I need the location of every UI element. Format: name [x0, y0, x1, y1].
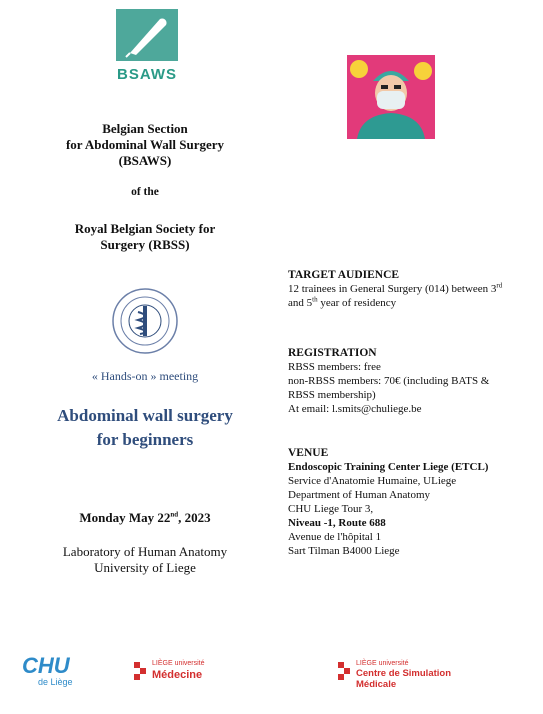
course-title-line-2: for beginners: [96, 430, 194, 449]
target-line-2: [288, 296, 528, 310]
venue-bold-line: Endoscopic Training Center Liege (ETCL): [288, 461, 489, 473]
registration-title: REGISTRATION: [288, 347, 377, 359]
med-logo-main: Médecine: [152, 669, 203, 681]
target-line-2-post: year of residency: [317, 297, 397, 309]
target-audience-section: [288, 268, 528, 310]
registration-section: [288, 346, 528, 416]
venue-line-2: Department of Human Anatomy: [288, 489, 431, 501]
section-heading: [20, 121, 270, 169]
rbss-crest-logo: [110, 286, 180, 356]
rbss-heading: [20, 221, 270, 253]
date-sup: nd: [170, 510, 179, 519]
bsaws-logo: [116, 9, 178, 61]
event-location: [20, 544, 270, 576]
uliege-mark-icon: [134, 662, 148, 684]
surgeon-illustration: [347, 55, 435, 139]
course-title: [20, 404, 270, 452]
sim-logo-line-1: Centre de Simulation: [356, 668, 452, 679]
sim-logo-line-2: Médicale: [356, 679, 397, 690]
bsaws-logo-text: BSAWS: [116, 66, 177, 83]
date-suffix: , 2023: [178, 510, 211, 525]
venue-section: [288, 446, 528, 558]
uliege-mark-icon: [338, 662, 352, 684]
section-line-1: Belgian Section: [102, 121, 188, 136]
location-line-1: Laboratory of Human Anatomy: [62, 544, 228, 559]
location-line-2: University of Liege: [94, 560, 196, 575]
sim-logo-top: LIÈGE université: [356, 660, 409, 667]
med-logo-top: LIÈGE université: [152, 660, 205, 667]
venue-line-6: Sart Tilman B4000 Liege: [288, 545, 400, 557]
target-line-2-text: and 5: [288, 297, 313, 309]
venue-title: VENUE: [288, 447, 329, 459]
feather-icon: [116, 9, 178, 61]
target-line-1-text: 12 trainees in General Surgery (014) between 3: [288, 283, 497, 295]
chu-liege-logo: [22, 655, 92, 687]
of-the-text: of the: [131, 186, 159, 198]
meeting-label: « Hands-on » meeting: [91, 369, 199, 383]
venue-line-5: Avenue de l'hôpital 1: [288, 531, 382, 543]
chu-logo-main: CHU: [22, 653, 70, 678]
venue-line-3: CHU Liege Tour 3,: [288, 503, 374, 515]
date-prefix: Monday May 22: [79, 510, 171, 525]
target-line-1-sup: rd: [496, 281, 503, 290]
target-line-2-sup: th: [312, 295, 318, 304]
registration-line-3: RBSS membership): [288, 389, 376, 401]
target-line-1: [288, 282, 528, 296]
section-line-2: for Abdominal Wall Surgery: [65, 137, 225, 152]
venue-line-1: Service d'Anatomie Humaine, ULiege: [288, 475, 457, 487]
course-title-line-1: Abdominal wall surgery: [57, 406, 233, 425]
target-title: TARGET AUDIENCE: [288, 269, 400, 281]
venue-line-4: Niveau -1, Route 688: [288, 517, 386, 529]
chu-logo-sub: de Liège: [38, 677, 73, 687]
event-date: [20, 510, 270, 526]
registration-line-2: non-RBSS members: 70€ (including BATS &: [288, 375, 490, 387]
rbss-line-2: Surgery (RBSS): [100, 237, 190, 252]
registration-email[interactable]: At email: l.smits@chuliege.be: [288, 403, 422, 415]
rbss-line-1: Royal Belgian Society for: [74, 221, 216, 236]
section-line-3: (BSAWS): [118, 153, 172, 168]
registration-line-1: RBSS members: free: [288, 361, 381, 373]
